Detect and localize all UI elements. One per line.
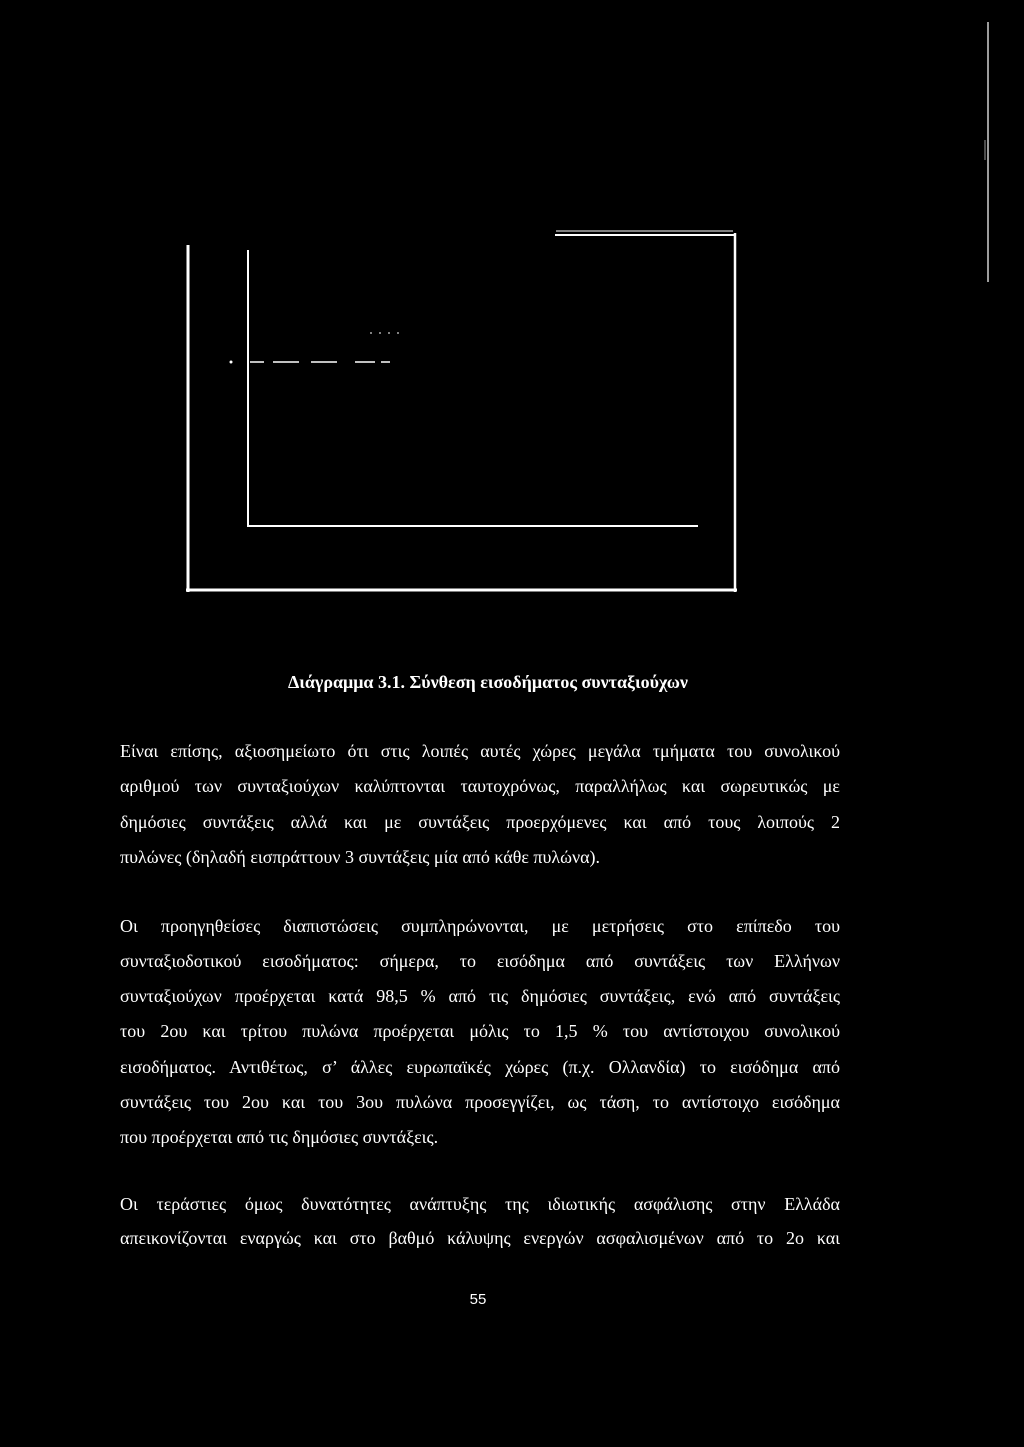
paragraph-2-line: συνταξιούχων προέρχεται κατά 98,5 % από τις δημόσιες συντάξεις, ενώ από συντάξεις: [120, 986, 840, 1006]
paragraph-1-line: δημόσιες συντάξεις αλλά και με συντάξεις προερχόμενες και από τους λοιπούς 2: [120, 812, 840, 832]
paragraph-3-line: Οι τεράστιες όμως δυνατότητες ανάπτυξης της ιδιωτικής ασφάλισης στην Ελλάδα: [120, 1194, 840, 1214]
paragraph-3-line: απεικονίζονται εναργώς και στο βαθμό κάλυψης ενεργών ασφαλισμένων από το 2ο και: [120, 1228, 840, 1248]
paragraph-2-line: συντάξεις του 2ου και του 3ου πυλώνα προσεγγίζει, ως τάση, το αντίστοιχο εισόδημα: [120, 1092, 840, 1112]
paragraph-1-line: Είναι επίσης, αξιοσημείωτο ότι στις λοιπές αυτές χώρες μεγάλα τμήματα του συνολικού: [120, 741, 840, 761]
paragraph-2-line: που προέρχεται από τις δημόσιες συντάξεις.: [120, 1127, 439, 1147]
paragraph-2-line: του 2ου και τρίτου πυλώνα προέρχεται μόλις το 1,5 % του αντίστοιχου συνολικού: [120, 1021, 840, 1041]
figure-caption: Διάγραμμα 3.1. Σύνθεση εισοδήματος συνταξιούχων: [288, 672, 688, 692]
page-number: 55: [469, 1291, 487, 1308]
paragraph-2-line: Οι προηγηθείσες διαπιστώσεις συμπληρώνονται, με μετρήσεις στο επίπεδο του: [120, 916, 840, 936]
plot-dot-marker: [230, 361, 233, 364]
paragraph-1-line: αριθμού των συνταξιούχων καλύπτονται ταυτοχρόνως, παραλλήλως και σωρευτικώς με: [120, 776, 840, 796]
paragraph-2-line: εισοδήματος. Αντιθέτως, σ’ άλλες ευρωπαϊκές χώρες (π.χ. Ολλανδία) το εισόδημα από: [120, 1057, 840, 1077]
paragraph-2-line: συνταξιοδοτικού εισοδήματος: σήμερα, το εισόδημα από συντάξεις των Ελλήνων: [120, 951, 840, 971]
paragraph-1-line: πυλώνες (δηλαδή εισπράττουν 3 συντάξεις μία από κάθε πυλώνα).: [120, 847, 601, 867]
